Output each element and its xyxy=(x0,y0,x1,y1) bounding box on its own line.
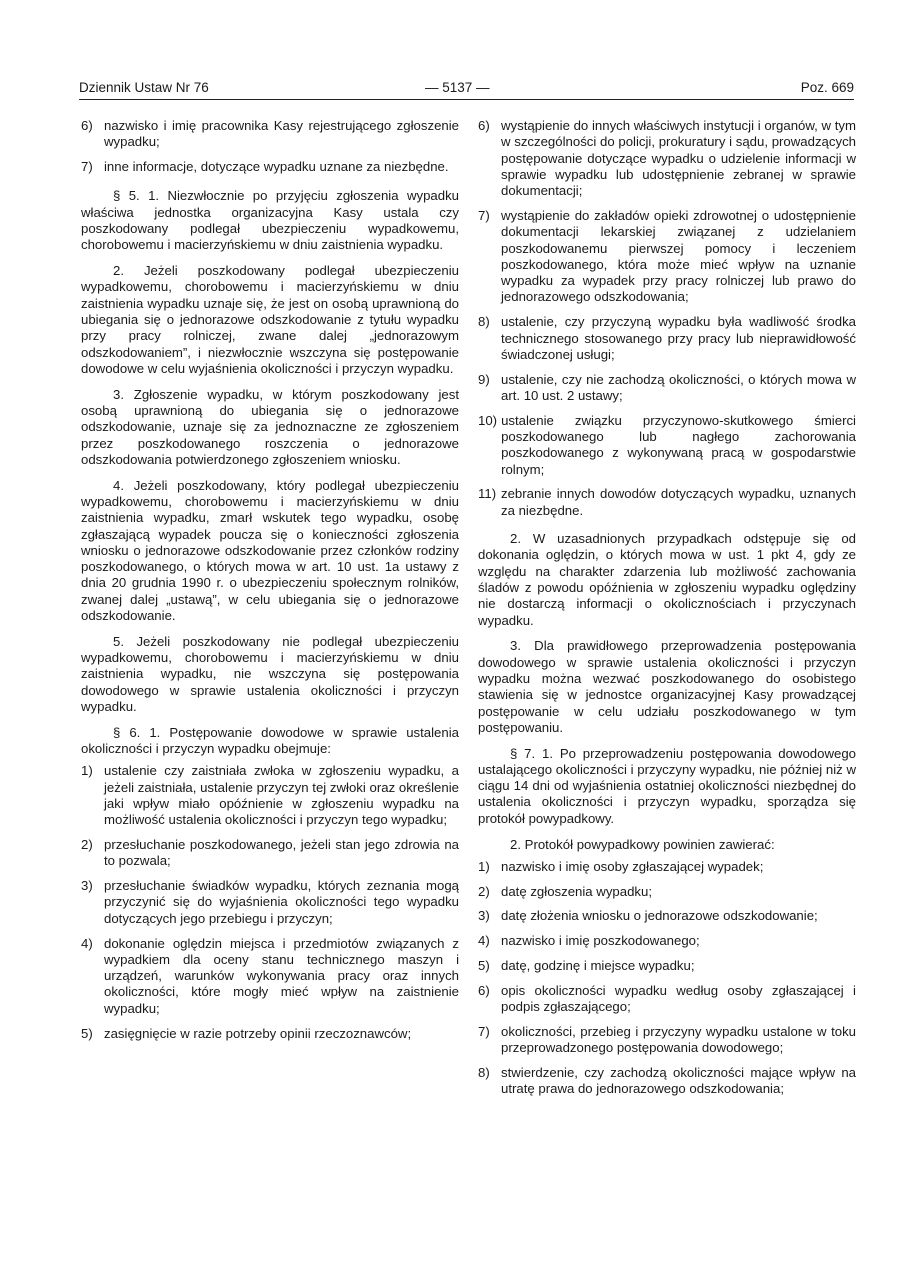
item-text: przesłuchanie świadków wypadku, których zeznania mogą przyczynić się do wyjaśnienia okoliczności tego wypadku dotyczących jego przebiegu i przyczyn; xyxy=(104,878,459,926)
paragraph-5-4: 4. Jeżeli poszkodowany, który podlegał ubezpieczeniu wypadkowemu, chorobowemu i macierzyńskiemu w dniu zaistnienia wypadku, zmarł wskutek tego wypadku, osobę zgłaszającą wypadek poucza się o konieczności zgłoszenia wniosku o jednorazowe odszkodowanie przez członków rodziny poszkodowanego, o których mowa w art. 10 ust. 1a ustawy z dnia 20 grudnia 1990 r. o ubezpieczeniu społecznym rolników, zwanej dalej „ustawą”, w celu ubiegania się o jednorazowe odszkodowanie. xyxy=(81,477,459,624)
item-number: 9) xyxy=(478,371,490,387)
journal-title: Dziennik Ustaw Nr 76 xyxy=(79,80,209,95)
item-number: 6) xyxy=(81,118,93,133)
item-number: 3) xyxy=(478,908,490,924)
paragraph-6-1: § 6. 1. Postępowanie dowodowe w sprawie ustalenia okoliczności i przyczyn wypadku obejmuje: xyxy=(81,724,459,757)
item-text: nazwisko i imię poszkodowanego; xyxy=(501,933,700,949)
item-text: ustalenie czy zaistniała zwłoka w zgłoszeniu wypadku, a jeżeli zaistniała, ustalenie przyczyn tej zwłoki oraz określenie jaki wpływ miało opóźnienie w zgłoszeniu wypadku na możliwość ustalenia okoliczności i przyczyn tego wypadku; xyxy=(104,763,459,828)
list-item xyxy=(478,1024,856,1057)
item-text: nazwisko i imię osoby zgłaszającej wypadek; xyxy=(501,858,764,874)
item-number: 8) xyxy=(478,1065,490,1081)
right-column xyxy=(478,118,856,1106)
item-number: 1) xyxy=(478,858,490,874)
item-text: inne informacje, dotyczące wypadku uznane za niezbędne. xyxy=(104,159,449,175)
item-text: ustalenie, czy przyczyną wypadku była wadliwość środka technicznego stosowanego przy pracy lub nieprawidłowość świadczonej usługi; xyxy=(501,314,856,362)
item-text: datę zgłoszenia wypadku; xyxy=(501,883,653,899)
paragraph-5-5: 5. Jeżeli poszkodowany nie podlegał ubezpieczeniu wypadkowemu, chorobowemu i macierzyńskiemu w dniu zaistnienia wypadku, nie wszczyna się postępowania dowodowego w sprawie ustalenia okoliczności i przyczyn wypadku. xyxy=(81,633,459,714)
position-number: Poz. 669 xyxy=(800,80,854,95)
list-item xyxy=(478,908,856,924)
paragraph-5-3: 3. Zgłoszenie wypadku, w którym poszkodowany jest osobą uprawnioną do ubiegania się o jednorazowe odszkodowanie, uznaje się za jednoznaczne ze zgłoszeniem przez poszkodowanego roszczenia o jednorazowe odszkodowania potwierdzonego zgłoszeniem wniosku. xyxy=(81,386,459,467)
item-text: opis okoliczności wypadku według osoby zgłaszającej i podpis zgłaszającego; xyxy=(501,982,856,1015)
item-text: zebranie innych dowodów dotyczących wypadku, uznanych za niezbędne. xyxy=(501,486,856,518)
item-number: 2) xyxy=(81,837,93,853)
item-number: 8) xyxy=(478,314,490,330)
page-header xyxy=(79,80,854,100)
item-text: wystąpienie do innych właściwych instytucji i organów, w tym w szczególności do policji, prokuratury i sądu, prowadzących postępowanie dotyczące wypadku o udzielenie informacji w sprawie wypadku lub udostępnienie zebranej w sprawie dokumentacji; xyxy=(501,118,856,199)
list-item xyxy=(478,1065,856,1098)
list-item xyxy=(81,118,459,151)
list-item xyxy=(478,933,856,949)
item-text: datę złożenia wniosku o jednorazowe odszkodowanie; xyxy=(501,908,818,924)
list-item xyxy=(478,208,856,306)
item-number: 5) xyxy=(478,958,490,974)
item-text: ustalenie związku przyczynowo-skutkowego śmierci poszkodowanego lub nagłego zachorowania poszkodowanego z wykonywaną pracą w gospodarstwie rolnym; xyxy=(501,412,856,477)
item-number: 10) xyxy=(478,412,498,428)
list-item xyxy=(81,936,459,1017)
list-item xyxy=(478,413,856,478)
item-number: 6) xyxy=(478,982,490,998)
list-item xyxy=(478,859,856,875)
list-item xyxy=(81,878,459,927)
item-number: 4) xyxy=(81,935,93,951)
item-text: zasięgnięcie w razie potrzeby opinii rzeczoznawców; xyxy=(104,1025,412,1041)
header-rule xyxy=(79,99,854,100)
list-item xyxy=(81,1026,459,1042)
page-number: — 5137 — xyxy=(425,80,490,95)
item-number: 7) xyxy=(81,159,93,175)
item-number: 1) xyxy=(81,763,93,779)
paragraph-7-1: § 7. 1. Po przeprowadzeniu postępowania dowodowego ustalającego okoliczności i przyczyny wypadku, nie później niż w ciągu 14 dni od wyjaśnienia ostatniej okoliczności niezbędnej do ustalenia okoliczności i przyczyn wypadku, sporządza się protokół powypadkowy. xyxy=(478,745,856,826)
item-text: nazwisko i imię pracownika Kasy rejestrującego zgłoszenie wypadku; xyxy=(104,118,459,150)
item-text: przesłuchanie poszkodowanego, jeżeli stan jego zdrowia na to pozwala; xyxy=(104,837,459,869)
paragraph-6-2: 2. W uzasadnionych przypadkach odstępuje się od dokonania oględzin, o których mowa w ust. 1 pkt 4, gdy ze względu na charakter zdarzenia lub możliwość zachowania śladów z powodu opóźnienia w zgłoszeniu wypadku oględziny nie dostarczą informacji o okolicznościach i przyczynach wypadku. xyxy=(478,531,856,628)
item-number: 2) xyxy=(478,883,490,899)
item-number: 11) xyxy=(478,486,497,502)
item-text: stwierdzenie, czy zachodzą okoliczności mające wpływ na utratę prawa do jednorazowego odszkodowania; xyxy=(501,1065,856,1097)
item-text: wystąpienie do zakładów opieki zdrowotnej o udostępnienie dokumentacji lekarskiej związanej z udzielaniem poszkodowanemu pierwszej pomocy i leczeniem poszkodowanego, która może mieć wpływ na uznanie wypadku za wypadek przy pracy rolniczej lub prawo do jednorazowego odszkodowania; xyxy=(501,207,856,305)
item-number: 5) xyxy=(81,1025,93,1041)
item-number: 3) xyxy=(81,878,93,894)
item-text: dokonanie oględzin miejsca i przedmiotów związanych z wypadkiem dla oceny stanu technicznego maszyn i urządzeń, warunków wykonywania pracy oraz innych okoliczności, które mogły mieć wpływ na zaistnienie wypadku; xyxy=(104,935,459,1016)
left-column xyxy=(81,118,459,1050)
list-item xyxy=(478,958,856,974)
list-item xyxy=(81,837,459,870)
item-number: 7) xyxy=(478,1023,490,1039)
item-number: 7) xyxy=(478,207,490,223)
item-number: 6) xyxy=(478,118,490,133)
item-number: 4) xyxy=(478,933,490,949)
paragraph-5-1: § 5. 1. Niezwłocznie po przyjęciu zgłoszenia wypadku właściwa jednostka organizacyjna Kasy ustala czy poszkodowany podlegał ubezpieczeniu wypadkowemu, chorobowemu i macierzyńskiemu w dniu zaistnienia wypadku. xyxy=(81,188,459,253)
paragraph-5-2: 2. Jeżeli poszkodowany podlegał ubezpieczeniu wypadkowemu, chorobowemu i macierzyńskiemu w dniu zaistnienia wypadku uznaje się, że jest on osobą uprawnioną do ubiegania się o jednorazowe odszkodowanie z tytułu wypadku przy pracy rolniczej, zwane dalej „jednorazowym odszkodowaniem”, i niezwłocznie wszczyna się postępowanie dowodowe w celu wyjaśnienia okoliczności i przyczyn wypadku. xyxy=(81,263,459,376)
item-text: okoliczności, przebieg i przyczyny wypadku ustalone w toku przeprowadzonego postępowania dowodowego; xyxy=(501,1023,856,1056)
list-item xyxy=(478,314,856,363)
item-text: datę, godzinę i miejsce wypadku; xyxy=(501,958,695,974)
paragraph-6-3: 3. Dla prawidłowego przeprowadzenia postępowania dowodowego w sprawie ustalenia okoliczności i przyczyn wypadku można wezwać poszkodowanego do osobistego stawienia się w jednostce organizacyjnej Kasy prowadzącej postępowanie w celu udziału poszkodowanego w tym postępowaniu. xyxy=(478,638,856,735)
item-text: ustalenie, czy nie zachodzą okoliczności, o których mowa w art. 10 ust. 2 ustawy; xyxy=(501,371,856,403)
list-item xyxy=(478,372,856,405)
list-item xyxy=(81,763,459,828)
list-item xyxy=(478,486,856,519)
paragraph-7-2: 2. Protokół powypadkowy powinien zawierać: xyxy=(510,836,775,852)
list-item xyxy=(81,159,459,175)
list-item xyxy=(478,983,856,1016)
list-item xyxy=(478,884,856,900)
list-item xyxy=(478,118,856,199)
